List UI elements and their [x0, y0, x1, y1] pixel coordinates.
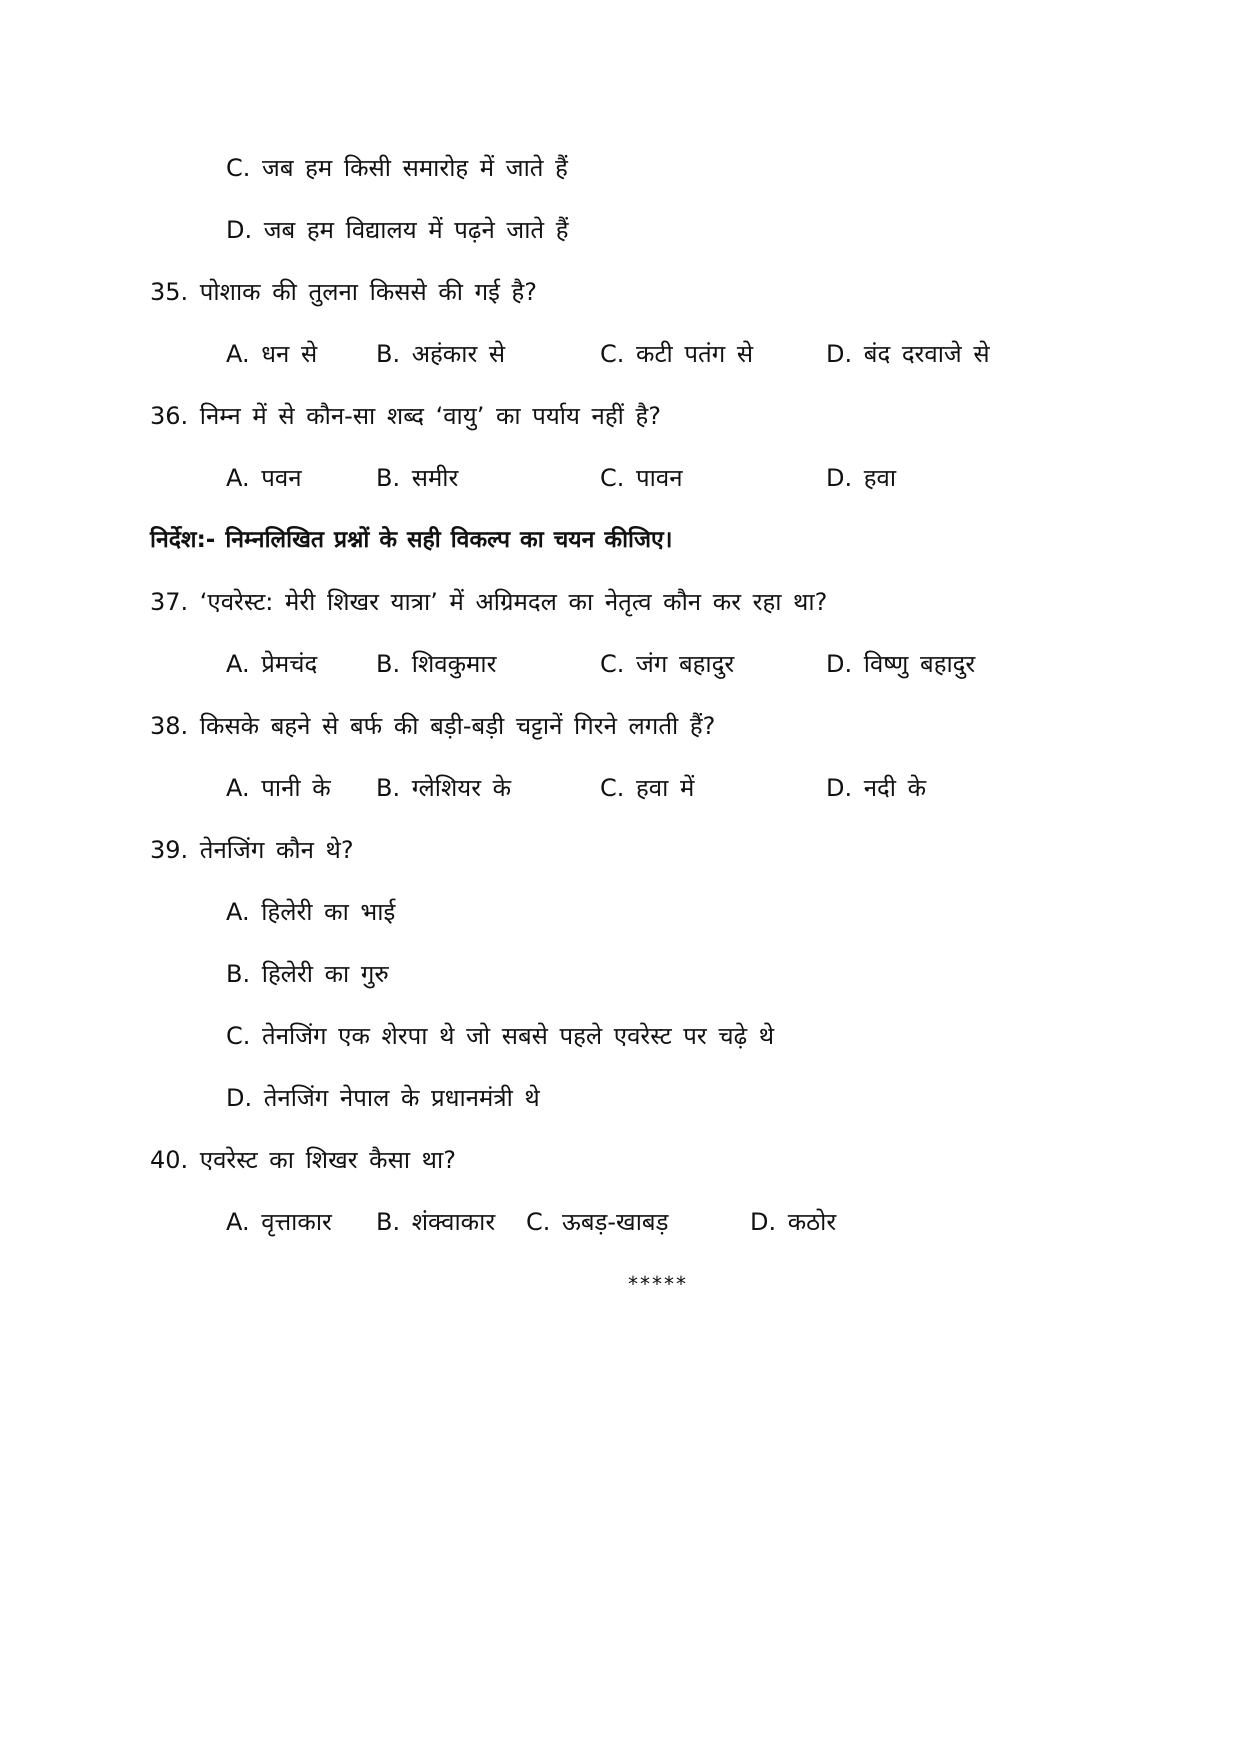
q40-option-d: D. कठोर [750, 1208, 837, 1236]
q36-option-d: D. हवा [826, 464, 897, 492]
q35-options [226, 338, 1126, 370]
q37-option-d: D. विष्णु बहादुर [826, 650, 976, 678]
q37-option-c: C. जंग बहादुर [600, 650, 735, 678]
q38-question: 38. किसके बहने से बर्फ की बड़ी-बड़ी चट्टानें गिरने लगती हैं? [150, 712, 716, 740]
q36-question: 36. निम्न में से कौन-सा शब्द ‘वायु’ का पर्याय नहीं है? [150, 402, 661, 430]
q39-question: 39. तेनजिंग कौन थे? [150, 836, 354, 864]
q36-options [226, 462, 1126, 494]
end-of-paper-mark: ***** [628, 1272, 688, 1296]
q40-option-b: B. शंक्वाकार [376, 1208, 496, 1236]
q37-option-a: A. प्रेमचंद [226, 650, 318, 678]
q40-option-c: C. ऊबड़-खाबड़ [526, 1208, 669, 1236]
q37-option-b: B. शिवकुमार [376, 650, 497, 678]
q38-option-a: A. पानी के [226, 774, 331, 802]
q37-options [226, 648, 1126, 680]
q35-question: 35. पोशाक की तुलना किससे की गई है? [150, 278, 538, 306]
q39-option-b: B. हिलेरी का गुरु [226, 960, 389, 988]
q35-option-c: C. कटी पतंग से [600, 340, 754, 368]
q39-option-d: D. तेनजिंग नेपाल के प्रधानमंत्री थे [226, 1084, 540, 1112]
q40-options [226, 1206, 1126, 1238]
q35-option-a: A. धन से [226, 340, 318, 368]
q40-question: 40. एवरेस्ट का शिखर कैसा था? [150, 1146, 456, 1174]
q39-option-a: A. हिलेरी का भाई [226, 898, 396, 926]
q34-option-c: C. जब हम किसी समारोह में जाते हैं [226, 154, 568, 182]
q36-option-b: B. समीर [376, 464, 459, 492]
q37-question: 37. ‘एवरेस्ट: मेरी शिखर यात्रा’ में अग्रिमदल का नेतृत्व कौन कर रहा था? [150, 588, 828, 616]
q38-options [226, 772, 1126, 804]
q35-option-d: D. बंद दरवाजे से [826, 340, 990, 368]
q36-option-c: C. पावन [600, 464, 683, 492]
q38-option-d: D. नदी के [826, 774, 927, 802]
q38-option-c: C. हवा में [600, 774, 695, 802]
section-instruction: निर्देश:- निम्नलिखित प्रश्नों के सही विकल्प का चयन कीजिए। [150, 527, 673, 553]
q39-option-c: C. तेनजिंग एक शेरपा थे जो सबसे पहले एवरेस्ट पर चढ़े थे [226, 1022, 775, 1050]
q40-option-a: A. वृत्ताकार [226, 1208, 332, 1236]
q38-option-b: B. ग्लेशियर के [376, 774, 512, 802]
q36-option-a: A. पवन [226, 464, 302, 492]
q34-option-d: D. जब हम विद्यालय में पढ़ने जाते हैं [226, 216, 569, 244]
q35-option-b: B. अहंकार से [376, 340, 506, 368]
